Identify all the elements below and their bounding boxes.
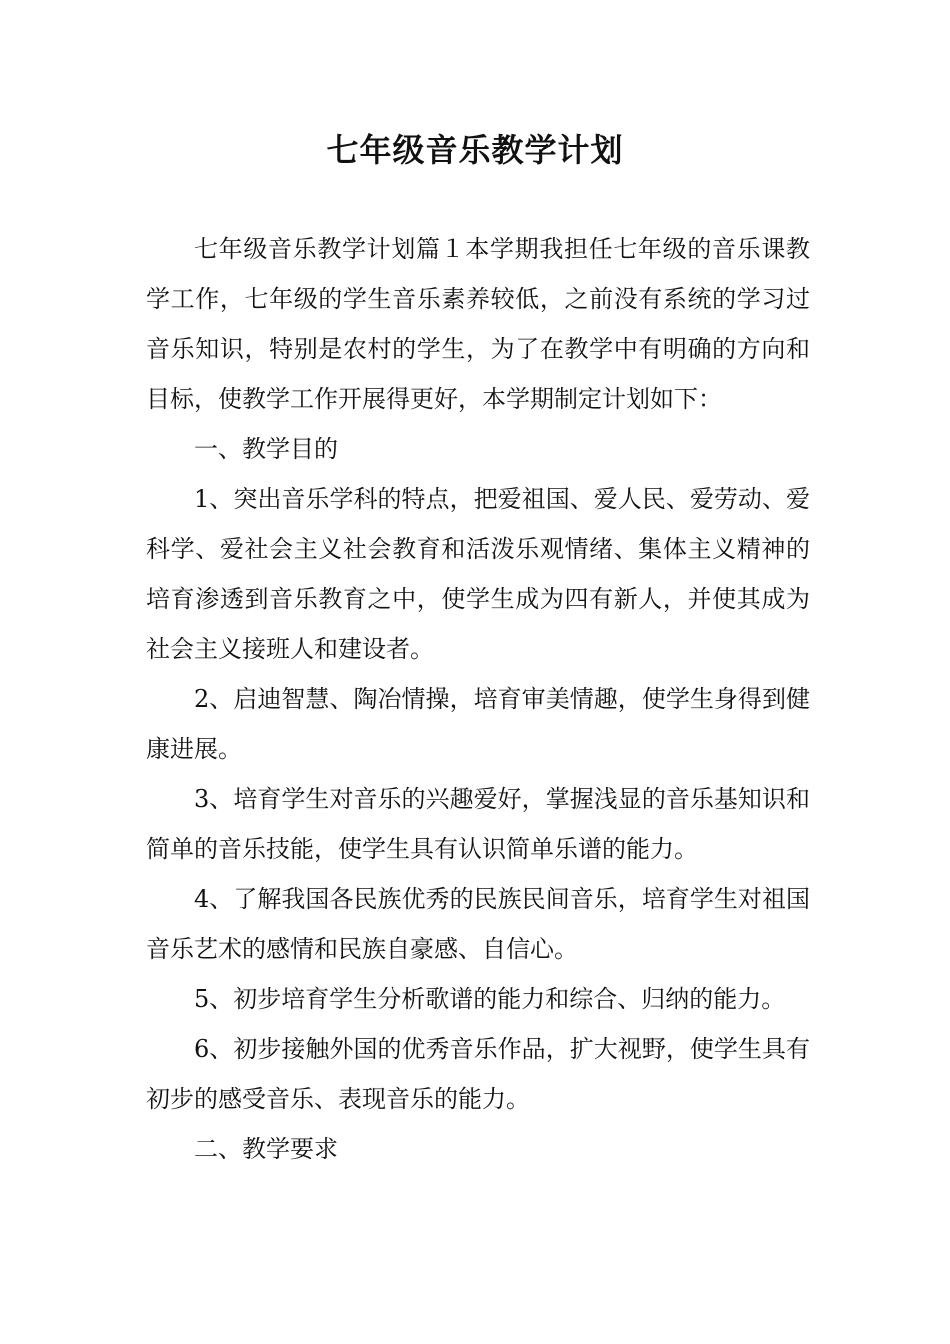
paragraph-intro: 七年级音乐教学计划篇１本学期我担任七年级的音乐课教学工作，七年级的学生音乐素养较低，之前没有系统的学习过音乐知识，特别是农村的学生，为了在教学中有明确的方向和目标，使教学工作开展得更好，本学期制定计划如下： <box>146 235 810 413</box>
document-body <box>146 224 810 1174</box>
section-heading-teaching-requirements: 二、教学要求 <box>194 1135 338 1163</box>
paragraph-goal-6: 6、初步接触外国的优秀音乐作品，扩大视野，使学生具有初步的感受音乐、表现音乐的能力。 <box>146 1035 810 1113</box>
document-title: 七年级音乐教学计划 <box>326 131 624 169</box>
paragraph-goal-3: 3、培育学生对音乐的兴趣爱好，掌握浅显的音乐基知识和简单的音乐技能，使学生具有认识简单乐谱的能力。 <box>146 785 810 863</box>
paragraph-goal-1: 1、突出音乐学科的特点，把爱祖国、爱人民、爱劳动、爱科学、爱社会主义社会教育和活泼乐观情绪、集体主义精神的培育渗透到音乐教育之中，使学生成为四有新人，并使其成为社会主义接班人和建设者。 <box>146 485 810 663</box>
paragraph-goal-5: 5、初步培育学生分析歌谱的能力和综合、归纳的能力。 <box>194 985 786 1013</box>
paragraph-goal-2: 2、启迪智慧、陶冶情操，培育审美情趣，使学生身得到健康进展。 <box>146 685 810 763</box>
paragraph-goal-4: 4、了解我国各民族优秀的民族民间音乐，培育学生对祖国音乐艺术的感情和民族自豪感、自信心。 <box>146 885 810 963</box>
section-heading-teaching-goals: 一、教学目的 <box>194 435 338 463</box>
